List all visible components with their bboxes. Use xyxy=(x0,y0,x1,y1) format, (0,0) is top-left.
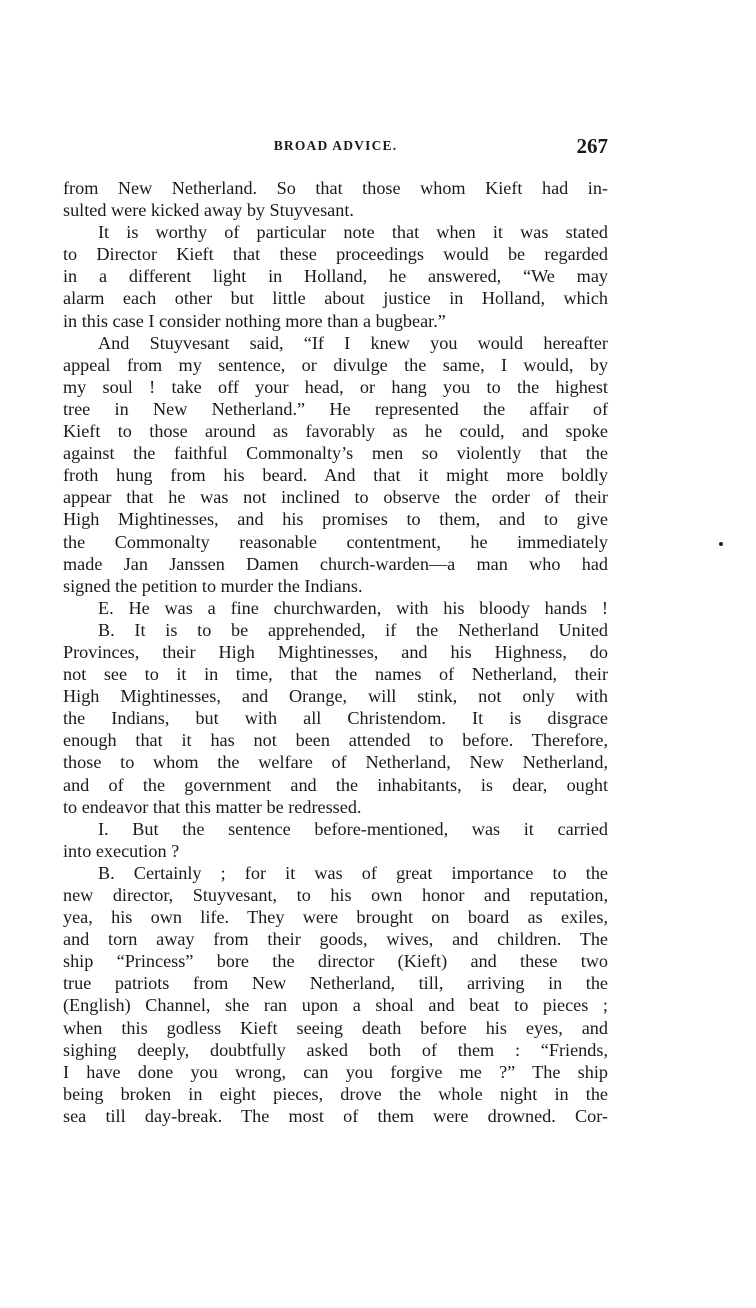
text-line: B. Certainly ; for it was of great importance to the xyxy=(98,862,608,883)
body-text xyxy=(63,177,608,1127)
text-line: ship “Princess” bore the director (Kieft) and these two xyxy=(63,951,608,972)
text-line: new director, Stuyvesant, to his own honor and reputation, xyxy=(63,885,608,905)
text-line: the Indians, but with all Christendom. It is disgrace xyxy=(63,708,608,729)
text-line: into execution ? xyxy=(63,840,180,861)
text-line: tree in New Netherland.” He represented the affair of xyxy=(63,398,608,419)
text-line: against the faithful Commonalty’s men so violently that the xyxy=(63,443,608,464)
text-line: yea, his own life. They were brought on board as exiles, xyxy=(63,907,608,928)
text-line: Provinces, their High Mightinesses, and his Highness, do xyxy=(63,641,608,662)
text-line: in this case I consider nothing more than a bugbear.” xyxy=(63,310,446,331)
text-line: from New Netherland. So that those whom Kieft had in- xyxy=(63,178,608,198)
text-line: true patriots from New Netherland, till, arriving in the xyxy=(63,973,608,994)
text-line: High Mightinesses, and Orange, will stink, not only with xyxy=(63,686,608,707)
text-line: sulted were kicked away by Stuyvesant. xyxy=(63,200,354,221)
text-line: signed the petition to murder the Indians. xyxy=(63,575,363,596)
text-line: the Commonalty reasonable contentment, he immediately xyxy=(63,531,608,552)
text-line: I have done you wrong, can you forgive me ?” The ship xyxy=(63,1061,608,1082)
text-line: and torn away from their goods, wives, and children. The xyxy=(63,929,608,950)
text-line: not see to it in time, that the names of Netherland, their xyxy=(63,664,608,685)
text-line: to Director Kieft that these proceedings would be regarded xyxy=(63,244,608,265)
text-line: sea till day-break. The most of them were drowned. Cor- xyxy=(63,1105,608,1126)
text-line: E. He was a fine churchwarden, with his bloody hands ! xyxy=(98,597,608,618)
text-line: And Stuyvesant said, “If I knew you would hereafter xyxy=(98,332,608,353)
text-line: High Mightinesses, and his promises to them, and to give xyxy=(63,509,608,530)
text-line: those to whom the welfare of Netherland, New Netherland, xyxy=(63,752,608,773)
page-number: 267 xyxy=(576,134,608,158)
running-title: BROAD ADVICE. xyxy=(273,138,398,153)
text-line: when this godless Kieft seeing death before his eyes, and xyxy=(63,1017,608,1038)
text-line: sighing deeply, doubtfully asked both of them : “Friends, xyxy=(63,1039,608,1060)
text-line: appear that he was not inclined to observe the order of their xyxy=(63,487,608,508)
text-line: my soul ! take off your head, or hang you to the highest xyxy=(63,376,608,397)
text-line: froth hung from his beard. And that it might more boldly xyxy=(63,465,608,486)
text-line: B. It is to be apprehended, if the Netherland United xyxy=(98,619,608,640)
text-line: appeal from my sentence, or divulge the same, I would, by xyxy=(63,354,608,375)
text-line: and of the government and the inhabitants, is dear, ought xyxy=(63,774,608,795)
text-line: enough that it has not been attended to before. Therefore, xyxy=(63,730,608,751)
text-line: I. But the sentence before-mentioned, was it carried xyxy=(98,818,608,839)
text-line: to endeavor that this matter be redressed. xyxy=(63,796,362,817)
running-head xyxy=(63,134,608,160)
text-line: (English) Channel, she ran upon a shoal and beat to pieces ; xyxy=(63,995,608,1016)
text-line: It is worthy of particular note that when it was stated xyxy=(98,222,608,243)
text-line: in a different light in Holland, he answered, “We may xyxy=(63,266,608,287)
margin-mark xyxy=(719,542,723,546)
text-line: made Jan Janssen Damen church-warden—a man who had xyxy=(63,553,608,574)
text-line: Kieft to those around as favorably as he could, and spoke xyxy=(63,421,608,442)
text-line: being broken in eight pieces, drove the whole night in the xyxy=(63,1083,608,1104)
text-line: alarm each other but little about justice in Holland, which xyxy=(63,288,608,309)
